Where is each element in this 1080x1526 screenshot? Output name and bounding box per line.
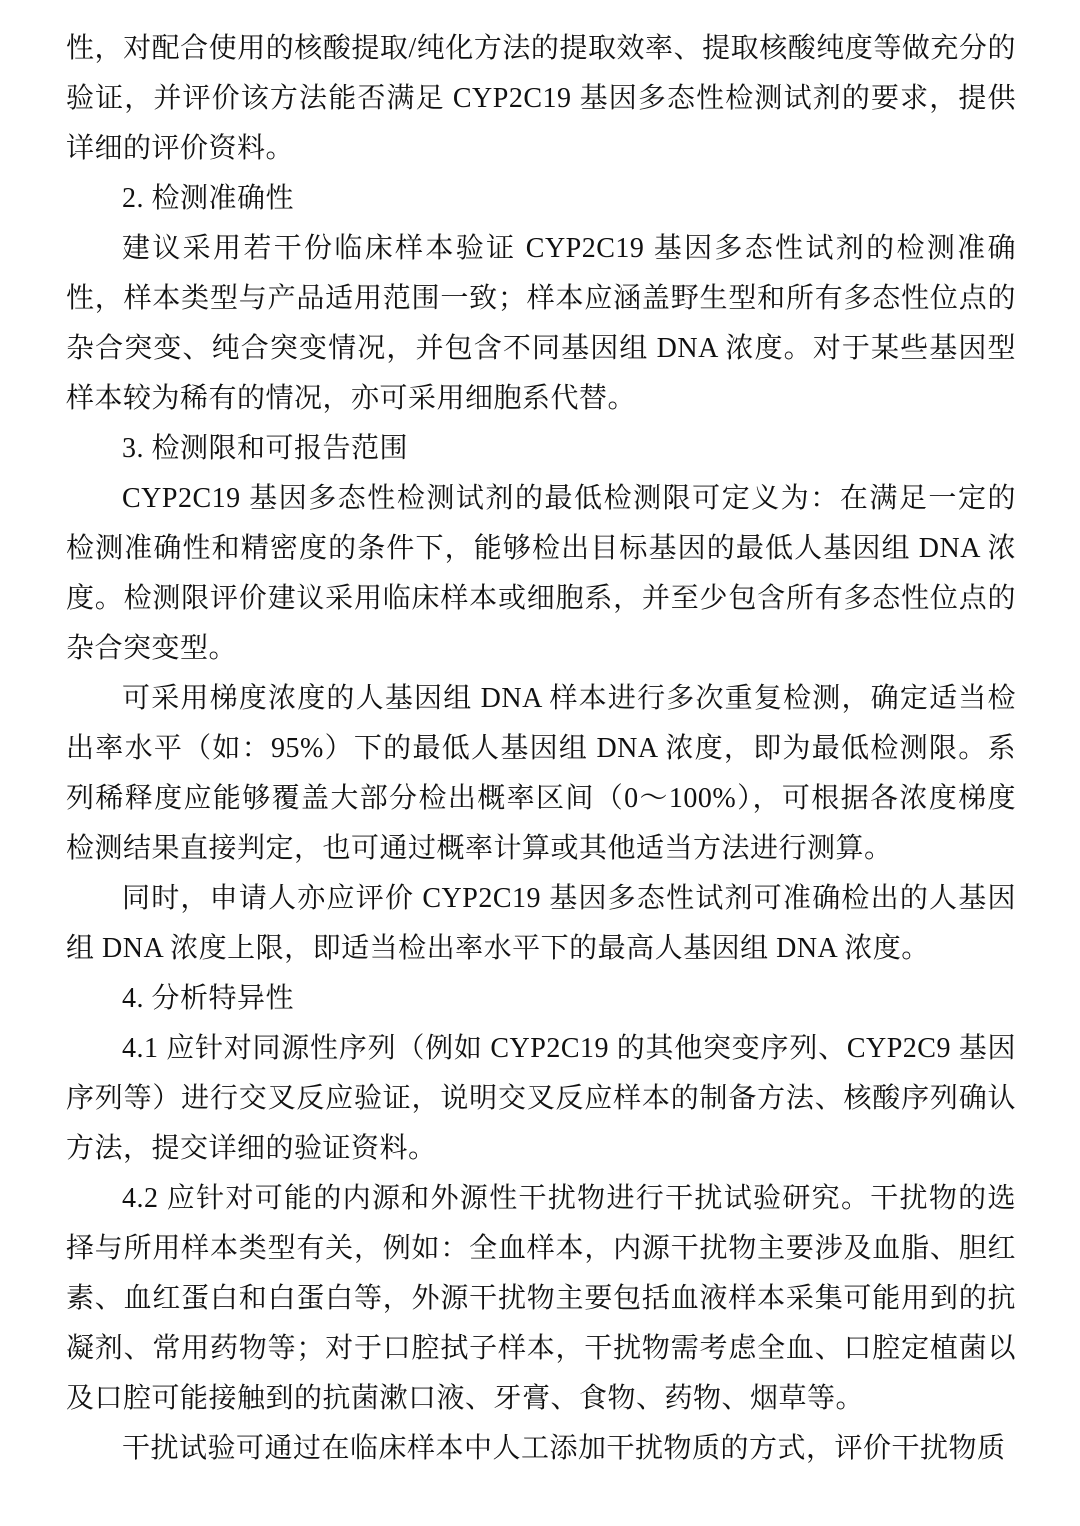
document-body (66, 24, 1016, 1474)
paragraph: 建议采用若干份临床样本验证 CYP2C19 基因多态性试剂的检测准确性，样本类型与产品适用范围一致；样本应涵盖野生型和所有多态性位点的杂合突变、纯合突变情况，并包含不同基因组 DNA 浓度。对于某些基因型样本较为稀有的情况，亦可采用细胞系代替。 (66, 233, 1016, 414)
paragraph: 干扰试验可通过在临床样本中人工添加干扰物质的方式，评价干扰物质 (122, 1433, 1006, 1464)
section-heading: 3. 检测限和可报告范围 (122, 433, 409, 464)
paragraph: CYP2C19 基因多态性检测试剂的最低检测限可定义为：在满足一定的检测准确性和精密度的条件下，能够检出目标基因的最低人基因组 DNA 浓度。检测限评价建议采用临床样本或细胞系，并至少包含所有多态性位点的杂合突变型。 (66, 483, 1016, 664)
paragraph: 同时，申请人亦应评价 CYP2C19 基因多态性试剂可准确检出的人基因组 DNA 浓度上限，即适当检出率水平下的最高人基因组 DNA 浓度。 (66, 883, 1016, 964)
paragraph: 4.2 应针对可能的内源和外源性干扰物进行干扰试验研究。干扰物的选择与所用样本类型有关，例如：全血样本，内源干扰物主要涉及血脂、胆红素、血红蛋白和白蛋白等，外源干扰物主要包括血液样本采集可能用到的抗凝剂、常用药物等；对于口腔拭子样本，干扰物需考虑全血、口腔定植菌以及口腔可能接触到的抗菌漱口液、牙膏、食物、药物、烟草等。 (66, 1183, 1016, 1414)
paragraph: 4.1 应针对同源性序列（例如 CYP2C19 的其他突变序列、CYP2C9 基因序列等）进行交叉反应验证，说明交叉反应样本的制备方法、核酸序列确认方法，提交详细的验证资料。 (66, 1033, 1016, 1164)
section-heading: 4. 分析特异性 (122, 983, 295, 1014)
paragraph: 可采用梯度浓度的人基因组 DNA 样本进行多次重复检测，确定适当检出率水平（如：95%）下的最低人基因组 DNA 浓度，即为最低检测限。系列稀释度应能够覆盖大部分检出概率区间（0～100%），可根据各浓度梯度检测结果直接判定，也可通过概率计算或其他适当方法进行测算。 (66, 683, 1016, 864)
section-heading: 2. 检测准确性 (122, 183, 295, 214)
paragraph: 性，对配合使用的核酸提取/纯化方法的提取效率、提取核酸纯度等做充分的验证，并评价该方法能否满足 CYP2C19 基因多态性检测试剂的要求，提供详细的评价资料。 (66, 33, 1016, 164)
